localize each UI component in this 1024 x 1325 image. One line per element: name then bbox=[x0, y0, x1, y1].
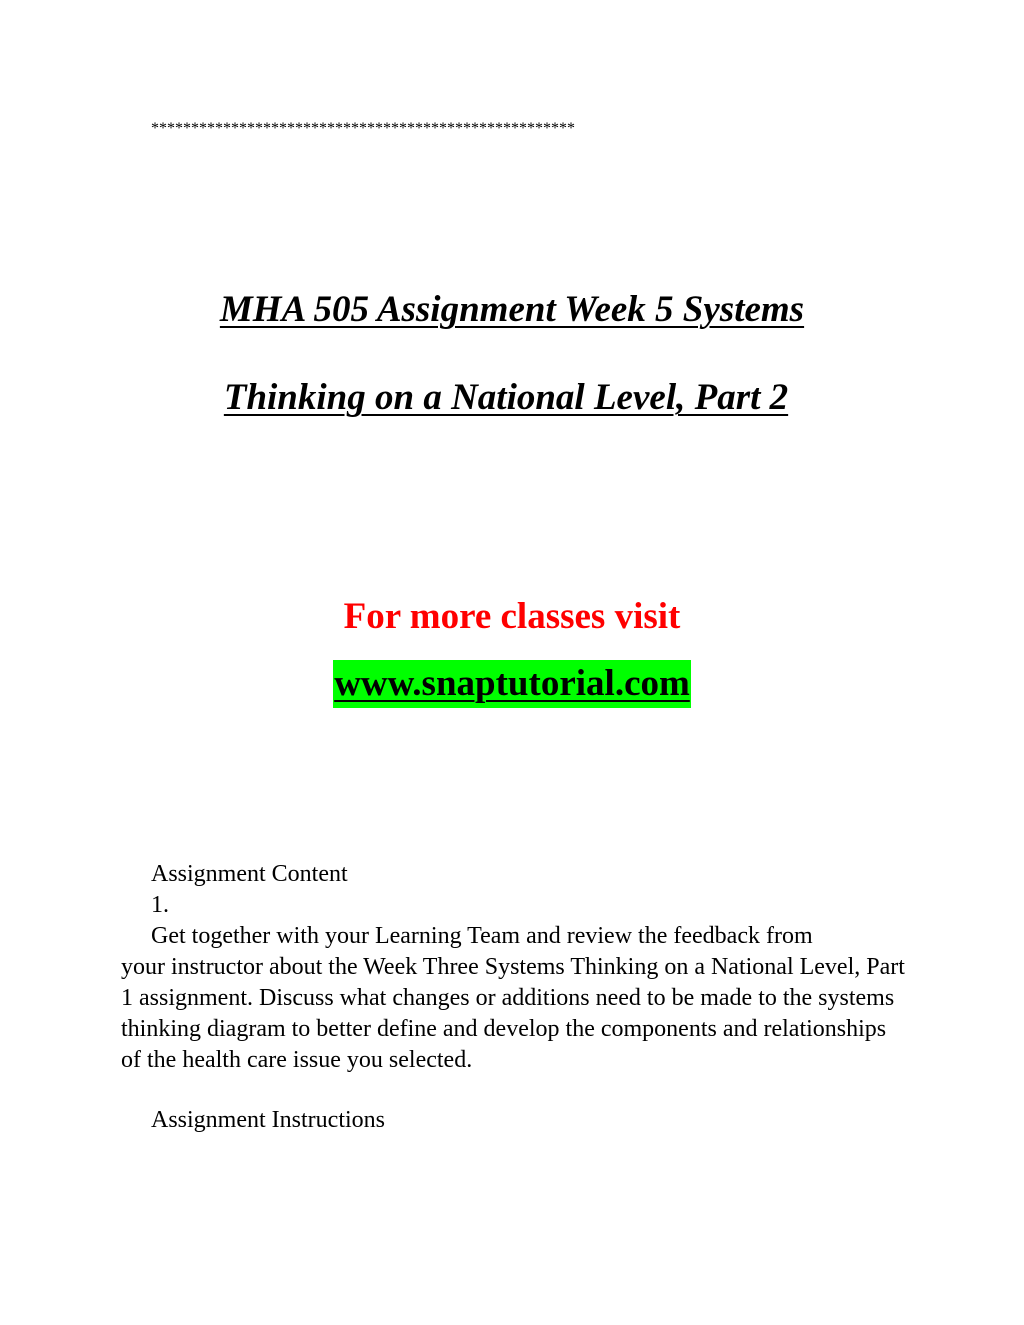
assignment-content-section bbox=[121, 859, 911, 921]
paragraph-first-line: Get together with your Learning Team and review the feedback from bbox=[151, 923, 813, 949]
paragraph-rest: your instructor about the Week Three Systems Thinking on a National Level, Part 1 assignment. Discuss what changes or additions need to be made to the systems thinking diagram to better define and develop the components and relationships of the health care issue you selected. bbox=[121, 954, 905, 1073]
page-title-line-1: MHA 505 Assignment Week 5 Systems bbox=[219, 289, 805, 330]
section-heading: Assignment Content bbox=[151, 861, 348, 887]
item-number: 1. bbox=[151, 892, 169, 918]
promo-text: For more classes visit bbox=[343, 596, 681, 637]
separator-line: ***************************************************** bbox=[151, 120, 575, 137]
promo-link[interactable]: www.snaptutorial.com bbox=[333, 660, 691, 708]
instructions-section bbox=[121, 1105, 911, 1136]
promo-link-container bbox=[0, 660, 1024, 708]
assignment-paragraph bbox=[121, 921, 911, 1076]
page-title-line-2: Thinking on a National Level, Part 2 bbox=[223, 377, 789, 418]
instructions-heading: Assignment Instructions bbox=[151, 1107, 385, 1133]
